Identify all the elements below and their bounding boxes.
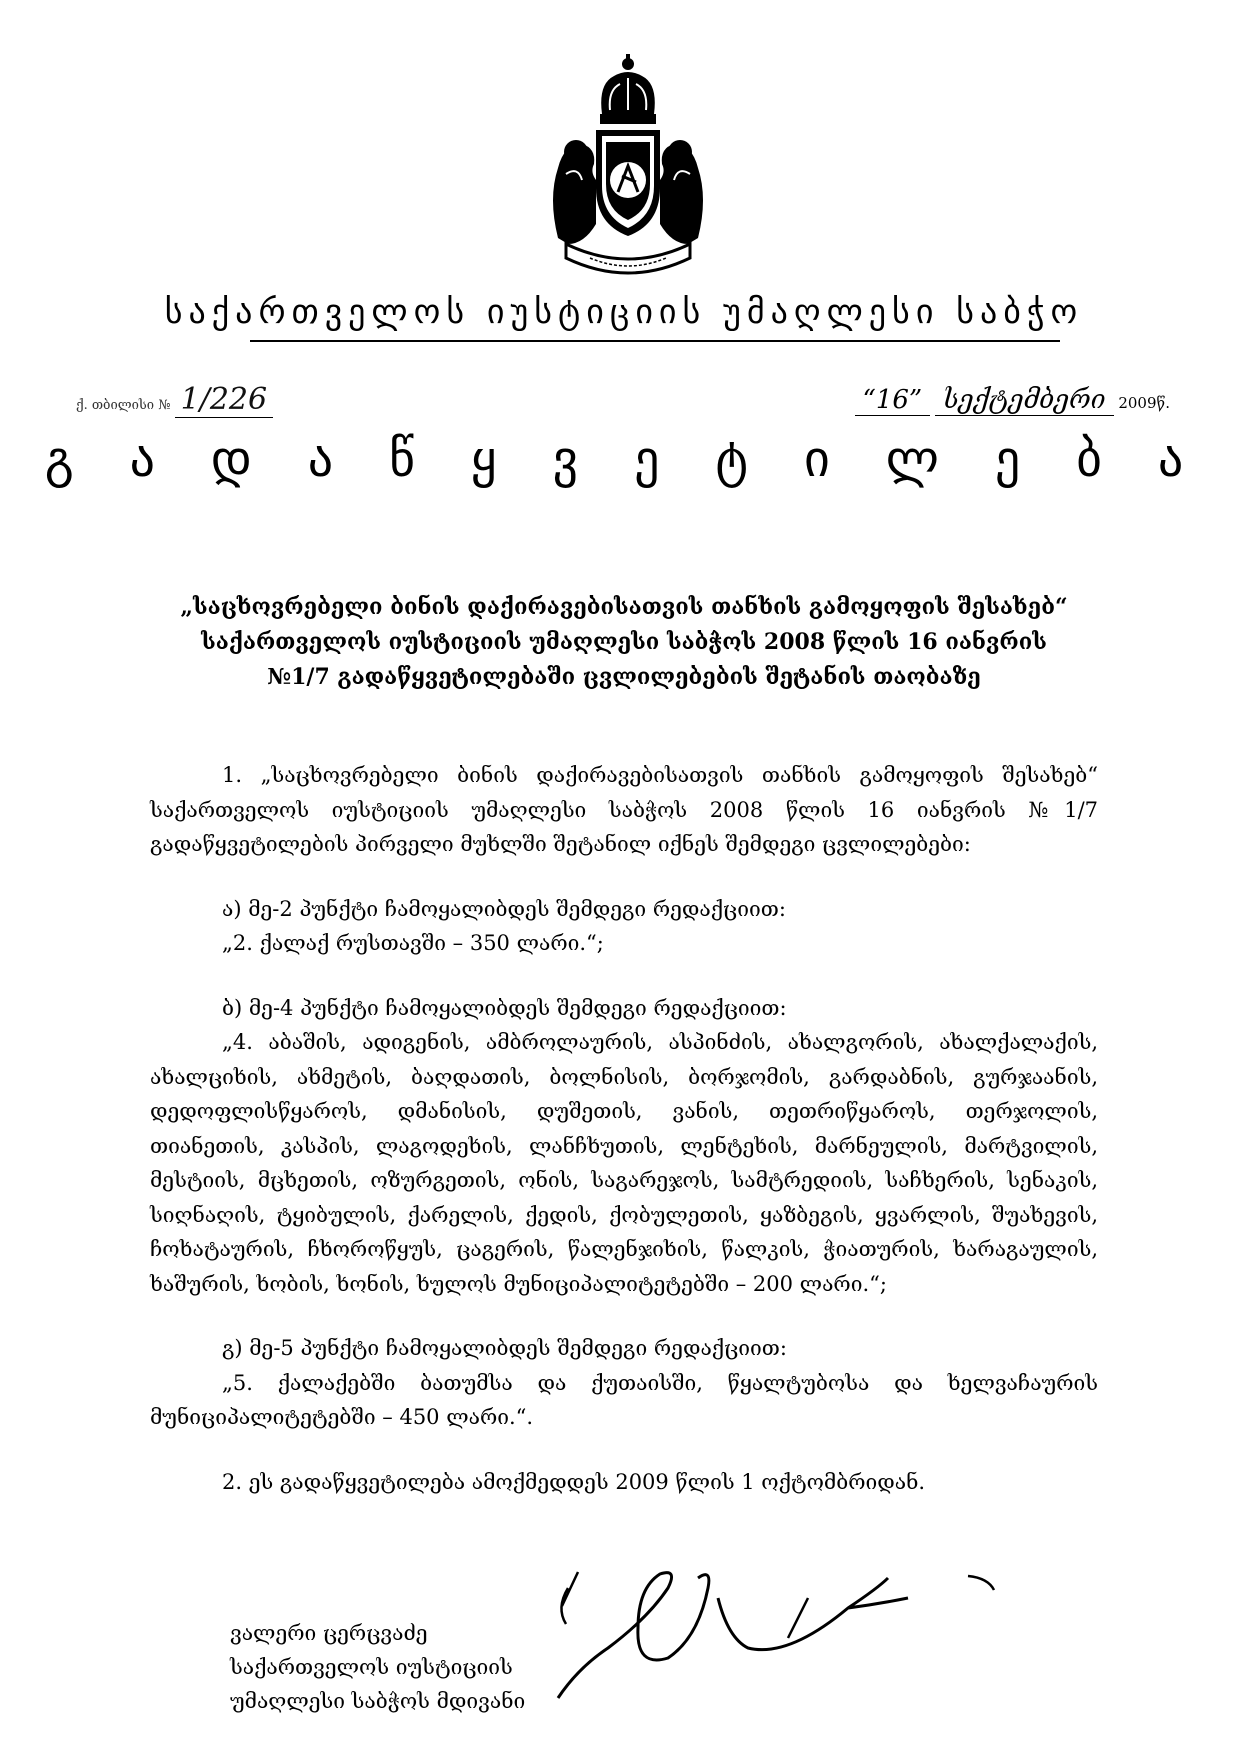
signatory-title-line: უმაღლესი საბჭოს მდივანი <box>230 1689 526 1713</box>
subject-line: საქართველოს იუსტიციის უმაღლესი საბჭოს 2008 წლის 16 იანვრის <box>201 629 1047 655</box>
subpoint-a-text: „2. ქალაქ რუსთავში – 350 ლარი.“; <box>222 931 604 955</box>
date-year: 2009წ. <box>1118 394 1170 412</box>
subpoint-c-text: „5. ქალაქებში ბათუმსა და ქუთაისში, წყალტუბოსა და ხელვაჩაურის მუნიციპალიტეტებში – 450 ლარი.“. <box>150 1370 1098 1429</box>
heading-underline <box>250 340 1060 342</box>
subpoint-a-heading: ა) მე-2 პუნქტი ჩამოყალიბდეს შემდეგი რედაქციით: <box>222 896 786 921</box>
paragraph-1: 1. „საცხოვრებელი ბინის დაქირავებისათვის თანხის გამოყოფის შესახებ“ საქართველოს იუსტიციის უმაღლესი საბჭოს 2008 წლის 16 იანვრის №1/7 გადაწყვეტილების პირველი მუხლში შეტანილ იქნეს შემდეგი ცვლილებები: <box>150 763 1098 856</box>
subpoint-c-heading: გ) მე-5 პუნქტი ჩამოყალიბდეს შემდეგი რედაქციით: <box>222 1336 787 1360</box>
subject-line: №1/7 გადაწყვეტილებაში ცვლილებების შეტანის თაობაზე <box>267 664 981 690</box>
subpoint-b-heading: ბ) მე-4 პუნქტი ჩამოყალიბდეს შემდეგი რედაქციით: <box>222 995 787 1020</box>
number-value: 1/226 <box>175 382 273 418</box>
coat-of-arms-emblem <box>538 48 718 288</box>
document-title: გ ა დ ა წ ყ ვ ე ტ ი ლ ე ბ ა <box>44 430 1204 488</box>
document-subject <box>150 590 1098 695</box>
handwritten-signature <box>548 1548 1058 1718</box>
document-date <box>855 385 1170 415</box>
paragraph-2: 2. ეს გადაწყვეტილება ამოქმედდეს 2009 წლის 1 ოქტომბრიდან. <box>222 1469 926 1494</box>
document-body <box>150 758 1098 1499</box>
institution-heading: საქართველოს იუსტიციის უმაღლესი საბჭო <box>164 292 1084 332</box>
subpoint-b-text: „4. აბაშის, ადიგენის, ამბროლაურის, ასპინძის, ახალგორის, ახალქალაქის, ახალციხის, ახმეტის, ბაღდათის, ბოლნისის, ბორჯომის, გარდაბნის, გურჯაანის, დედოფლისწყაროს, დმანისის, დუშეთის, ვანის, თეთრიწყაროს, თერჯოლის, თიანეთის, კასპის, ლაგოდეხის, ლანჩხუთის, ლენტეხის, მარნეულის, მარტვილის, მესტიის, მცხეთის, ოზურგეთის, ონის, საგარეჯოს, სამტრედიის, საჩხერის, სენაკის, სიღნაღის, ტყიბულის, ქარელის, ქედის, ქობულეთის, ყაზბეგის, ყვარლის, შუახევის, ჩოხატაურის, ჩხოროწყუს, ცაგერის, წალენჯიხის, წალკის, ჭიათურის, ხარაგაულის, ხაშურის, ხობის, ხონის, ხულოს მუნიციპალიტეტებში – 200 ლარი.“; <box>150 1030 1098 1296</box>
signatory-name: ვალერი ცერცვაძე <box>230 1621 428 1645</box>
subject-line: „საცხოვრებელი ბინის დაქირავებისათვის თანხის გამოყოფის შესახებ“ <box>180 594 1068 620</box>
document-number <box>76 382 273 417</box>
number-prefix: ქ. თბილისი № <box>76 398 171 413</box>
signatory-block <box>230 1616 525 1718</box>
date-month: სექტემბერი <box>935 385 1114 416</box>
date-day: “16” <box>855 385 931 416</box>
signatory-title-line: საქართველოს იუსტიციის <box>230 1655 513 1679</box>
